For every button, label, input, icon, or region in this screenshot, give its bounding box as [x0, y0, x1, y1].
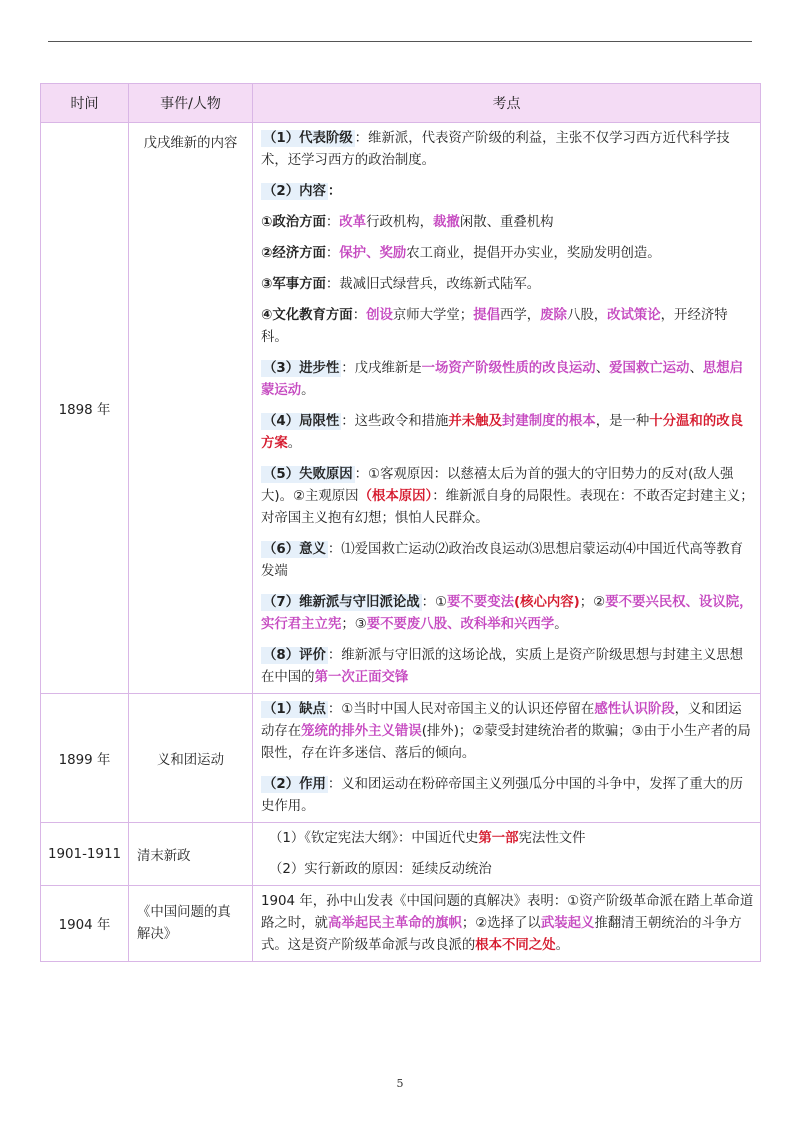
point-paragraph — [261, 891, 754, 957]
point-paragraph — [261, 774, 754, 818]
point-text: ：⑴爱国救亡运动⑵政治改良运动⑶思想启蒙运动⑷中国近代高等教育发端 — [261, 542, 743, 579]
header-event: 事件/人物 — [129, 84, 253, 123]
emphasis-text: 根本不同之处 — [475, 938, 556, 953]
emphasis-text: 十分温和的改良方案 — [261, 414, 743, 451]
row-points — [253, 123, 761, 694]
row-time: 1904 年 — [41, 886, 129, 962]
point-text: ，是一种 — [595, 414, 650, 429]
point-label: ④文化教育方面 — [261, 308, 353, 323]
point-label: ③军事方面 — [261, 277, 326, 292]
point-label: （6）意义 — [263, 542, 326, 557]
table-row — [41, 886, 761, 962]
point-text: ：义和团运动在粉碎帝国主义列强瓜分中国的斗争中，发挥了重大的历史作用。 — [261, 777, 743, 814]
emphasis-text: (核心内容) — [513, 595, 580, 610]
row-points — [253, 694, 761, 823]
point-text: ：① — [421, 595, 448, 610]
point-paragraph — [261, 464, 754, 530]
point-paragraph — [261, 539, 754, 583]
point-text: (排外)；②蒙受封建统治者的欺骗；③由于小生产者的局限性，存在许多迷信、落后的倾向。 — [261, 724, 751, 761]
row-event: 义和团运动 — [129, 694, 253, 823]
highlight-text: 感性认识阶段 — [594, 702, 675, 717]
point-paragraph — [261, 645, 754, 689]
point-text: ：维新派与守旧派的这场论战，实质上是资产阶级思想与封建主义思想在中国的 — [261, 648, 743, 685]
row-points — [253, 823, 761, 886]
highlight-text: 高举起民主革命的旗帜 — [327, 916, 462, 931]
highlight-text: 封建制度的根本 — [501, 414, 596, 429]
point-paragraph — [261, 274, 754, 296]
point-label: ①政治方面 — [261, 215, 326, 230]
point-text: 京师大学堂； — [392, 308, 474, 323]
point-label: ②经济方面 — [261, 246, 326, 261]
point-paragraph — [269, 828, 754, 850]
highlight-text: 废除 — [540, 308, 567, 323]
emphasis-text: 并未触及 — [448, 414, 502, 429]
point-text: ：维新派，代表资产阶级的利益，主张不仅学习西方近代科学技术，还学习西方的政治制度。 — [261, 131, 730, 168]
point-label: （5）失败原因 — [263, 467, 353, 482]
point-text: ，开经济特科。 — [261, 308, 728, 345]
row-points — [253, 886, 761, 962]
point-text: 农工商业，提倡开办实业，奖励发明创造。 — [406, 246, 661, 261]
highlight-text: 要不要变法 — [447, 595, 514, 610]
row-event: 戊戌维新的内容 — [129, 123, 253, 694]
point-text: 推翻清王朝统治的斗争方式。这是资产阶级革命派与改良派的 — [261, 916, 742, 953]
point-label: （1）代表阶级 — [263, 131, 353, 146]
page-number: 5 — [396, 1077, 404, 1090]
point-text: 。 — [555, 938, 569, 953]
point-label: （2）作用 — [263, 777, 326, 792]
point-paragraph — [261, 699, 754, 765]
point-label: （4）局限性 — [263, 414, 340, 429]
point-text: 、 — [595, 361, 610, 376]
row-time: 1901-1911 — [41, 823, 129, 886]
point-label: （2）内容 — [263, 184, 326, 199]
highlight-text: 改试策论 — [607, 308, 661, 323]
point-text: 闲散、重叠机构 — [459, 215, 554, 230]
point-paragraph — [261, 128, 754, 172]
point-text: ：裁减旧式绿营兵，改练新式陆军。 — [325, 277, 541, 292]
highlight-text: 武装起义 — [540, 916, 595, 931]
point-text: ；③ — [341, 617, 367, 632]
highlight-text: 创设 — [366, 308, 393, 323]
point-text: ： — [352, 308, 367, 323]
point-label: （3）进步性 — [263, 361, 340, 376]
point-text: （1）《钦定宪法大纲》：中国近代史 — [269, 831, 479, 846]
table-row — [41, 694, 761, 823]
table-row — [41, 123, 761, 694]
point-label: （8）评价 — [263, 648, 326, 663]
point-text: （2）实行新政的原因：延续反动统治 — [269, 862, 492, 877]
row-time: 1898 年 — [41, 123, 129, 694]
top-rule — [48, 41, 752, 42]
table-row — [41, 823, 761, 886]
point-paragraph — [261, 243, 754, 265]
point-text: ：这些政令和措施 — [341, 414, 449, 429]
point-text: 宪法性文件 — [518, 831, 586, 846]
point-text: ，义和团运动存在 — [261, 702, 742, 739]
point-text: ；②选择了以 — [461, 916, 541, 931]
highlight-text: 提倡 — [473, 308, 500, 323]
highlight-text: 爱国救亡运动 — [609, 361, 690, 376]
point-text: ：①当时中国人民对帝国主义的认识还停留在 — [327, 702, 595, 717]
point-text: 行政机构， — [366, 215, 434, 230]
point-paragraph — [261, 305, 754, 349]
highlight-text: 裁撤 — [433, 215, 460, 230]
highlight-text: 一场资产阶级性质的改良运动 — [421, 361, 596, 376]
point-text: 1904 年，孙中山发表《中国问题的真解决》表明：①资产阶级革命派在踏上革命道路之时，就 — [261, 894, 754, 931]
point-text: ：①客观原因：以慈禧太后为首的强大的守旧势力的反对(敌人强大)。②主观原因 — [261, 467, 734, 504]
highlight-text: 思想启蒙运动 — [261, 361, 743, 398]
point-text: 、 — [689, 361, 703, 376]
highlight-text: 笼统的排外主义错误 — [301, 724, 422, 739]
point-text: 。 — [301, 383, 315, 398]
point-text: 西学， — [499, 308, 541, 323]
point-text: ：维新派自身的局限性。表现在：不敢否定封建主义；对帝国主义抱有幻想；惧怕人民群众。 — [261, 489, 754, 526]
highlight-text: 第一次正面交锋 — [314, 670, 409, 685]
row-time: 1899 年 — [41, 694, 129, 823]
point-label: （7）维新派与守旧派论战 — [263, 595, 420, 610]
highlight-text: 保护、奖励 — [339, 246, 407, 261]
point-label: （1）缺点 — [263, 702, 326, 717]
emphasis-text: （根本原因） — [358, 489, 433, 504]
point-text: ： — [325, 246, 340, 261]
point-paragraph — [261, 592, 754, 636]
row-event: 清末新政 — [129, 823, 253, 886]
table-header-row — [41, 84, 761, 123]
point-text: ： — [325, 215, 340, 230]
header-time: 时间 — [41, 84, 129, 123]
emphasis-text: 第一部 — [478, 831, 519, 846]
point-paragraph — [269, 859, 754, 881]
point-paragraph — [261, 411, 754, 455]
header-points: 考点 — [253, 84, 761, 123]
point-paragraph — [261, 212, 754, 234]
point-text: 。 — [287, 436, 302, 451]
row-event: 《中国问题的真解决》 — [129, 886, 253, 962]
point-paragraph — [261, 358, 754, 402]
highlight-text: 改革 — [339, 215, 367, 230]
point-paragraph — [261, 181, 754, 203]
highlight-text: 要不要兴民权、设议院，实行君主立宪 — [261, 595, 753, 632]
highlight-text: 要不要废八股、改科举和兴西学 — [366, 617, 555, 632]
point-text: ：戊戌维新是 — [341, 361, 422, 376]
point-text: 。 — [554, 617, 568, 632]
point-text: ： — [327, 184, 342, 199]
point-text: ；② — [579, 595, 606, 610]
history-table — [40, 83, 761, 962]
point-text: 八股， — [566, 308, 608, 323]
